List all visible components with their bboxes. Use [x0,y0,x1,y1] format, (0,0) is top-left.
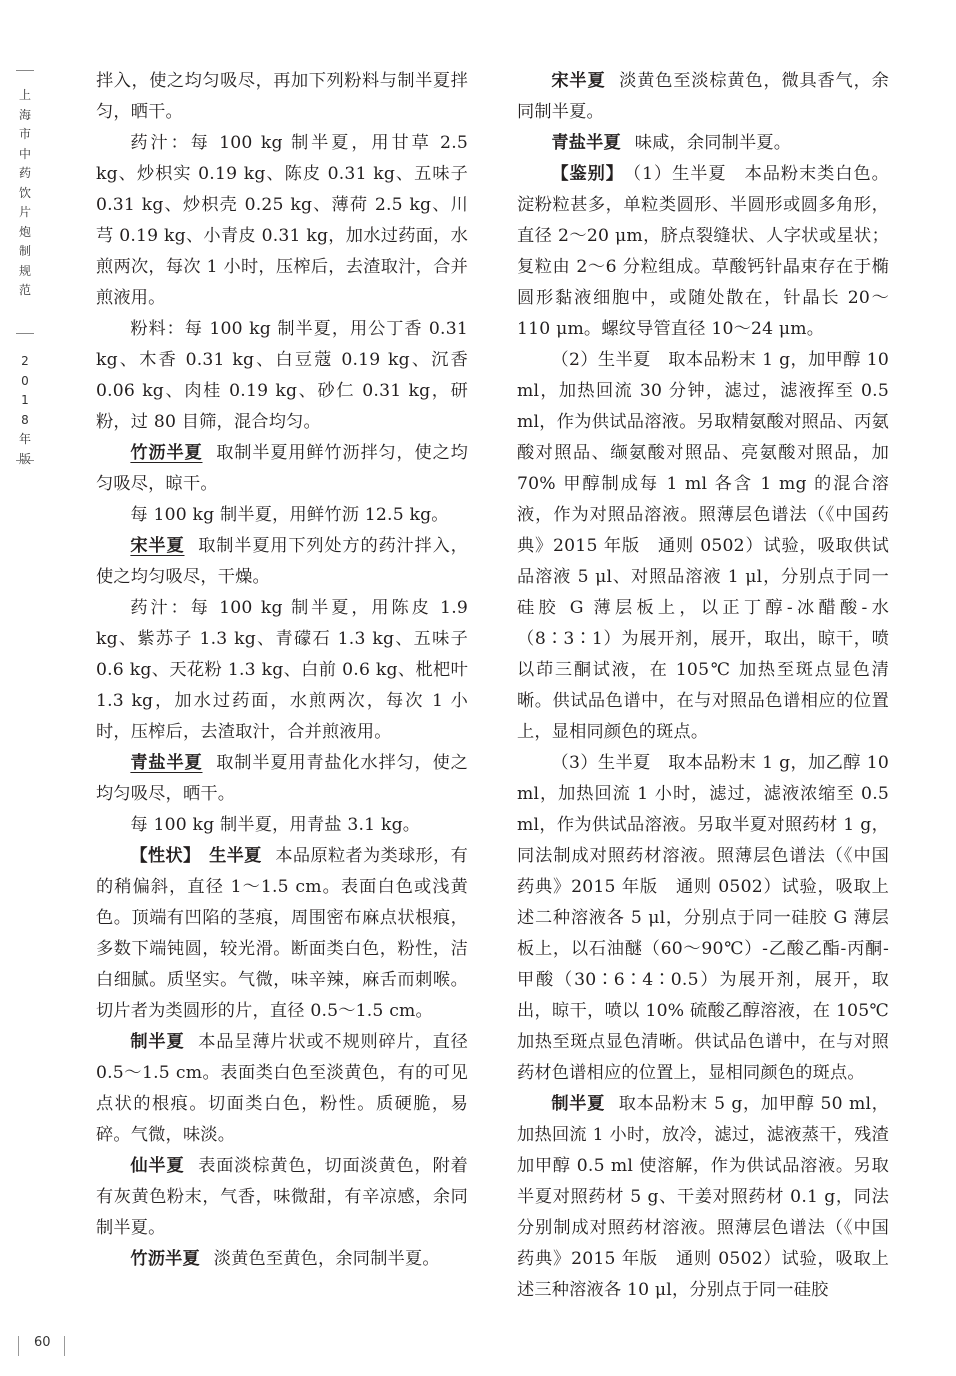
paragraph-text: 取制半夏用下列处方的药汁拌入，使之均匀吸尽，干燥。 [96,536,468,587]
left-column [96,66,468,1275]
sidebar [0,0,50,1376]
paragraph [96,841,468,1027]
paragraph [96,1027,468,1151]
paragraph-text: 表面淡棕黄色，切面淡黄色，附着有灰黄色粉末，气香，味微甜，有辛凉感，余同制半夏。 [96,1156,468,1238]
sidebar-char: 8 [21,412,29,427]
paragraph-text: 粉料：每 100 kg 制半夏，用公丁香 0.31 kg、木香 0.31 kg、白豆蔻 0.19 kg、沉香 0.06 kg、肉桂 0.19 kg、砂仁 0.31 kg，研粉，过 80 目筛，混合均匀。 [96,319,468,432]
term-heading: 生半夏 [209,846,262,866]
paragraph [517,345,889,748]
paragraph [96,593,468,748]
footer-rule-right [64,1336,65,1356]
paragraph-text: （3）生半夏 取本品粉末 1 g，加乙醇 10 ml，加热回流 1 小时，滤过，滤液浓缩至 0.5 ml，作为供试品溶液。另取半夏对照药材 1 g，同法制成对照药材溶液。照薄层色谱法（《中国药典》2015 年版 通则 0502）试验，吸取上述二种溶液各 5 μl，分别点于同一硅胶 G 薄层板上，以石油醚（60～90℃）-乙酸乙酯-丙酮-甲酸（30∶6∶4∶0.5）为展开剂，展开，取出，晾干，喷以 10% 硫酸乙醇溶液，在 105℃ 加热至斑点显色清晰。供试品色谱中，在与对照药材色谱相应的位置上，显相同颜色的斑点。 [517,753,889,1083]
term-heading: 青盐半夏 [551,133,621,153]
sidebar-char: 版 [18,451,31,466]
paragraph [96,128,468,314]
paragraph-text: 味咸，余同制半夏。 [634,133,792,153]
paragraph-text: 取制半夏用鲜竹沥拌匀，使之均匀吸尽，晾干。 [96,443,468,494]
term-heading: 宋半夏 [130,536,185,556]
sidebar-rule-middle [16,333,34,334]
sidebar-char: 规 [18,263,31,278]
paragraph [96,810,468,841]
paragraph [96,1244,468,1275]
term-heading: 宋半夏 [551,71,606,91]
paragraph [517,159,889,345]
sidebar-char: 片 [18,205,31,219]
paragraph [517,66,889,128]
sidebar-char: 制 [18,244,31,258]
sidebar-char: 年 [18,432,31,446]
sidebar-char: 上 [18,88,31,102]
term-heading: 青盐半夏 [130,753,203,773]
term-heading: 仙半夏 [130,1156,185,1176]
paragraph [517,748,889,1089]
paragraph-text: （1）生半夏 本品粉末类白色。淀粉粒甚多，单粒类圆形、半圆形或圆多角形，直径 2～20 μm，脐点裂缝状、人字状或星状；复粒由 2～6 分粒组成。草酸钙针晶束存在于椭圆形黏液细胞中，或随处散在，针晶长 20～110 μm。螺纹导管直径 10～24 μm。 [517,164,889,339]
term-heading: 制半夏 [130,1032,185,1052]
sidebar-rule-bottom [16,460,34,461]
sidebar-rule-top [16,70,34,71]
paragraph [96,438,468,500]
paragraph-text: 药汁：每 100 kg 制半夏，用甘草 2.5 kg、炒枳实 0.19 kg、陈皮 0.31 kg、五味子 0.31 kg、炒枳壳 0.25 kg、薄荷 2.5 kg、川芎 0.19 kg、小青皮 0.31 kg，加水过药面，水煎两次，每次 1 小时，压榨后，去渣取汁，合并煎液用。 [96,133,468,308]
paragraph-text: 药汁：每 100 kg 制半夏，用陈皮 1.9 kg、紫苏子 1.3 kg、青礞石 1.3 kg、五味子 0.6 kg、天花粉 1.3 kg、白前 0.6 kg、枇杷叶 1.3 kg，加水过药面，水煎两次，每次 1 小时，压榨后，去渣取汁，合并煎液用。 [96,598,468,742]
sidebar-char: 海 [18,107,31,122]
sidebar-char: 炮 [18,224,31,239]
paragraph-text: 本品呈薄片状或不规则碎片，直径 0.5～1.5 cm。表面类白色至淡黄色，有的可见点状的根痕。切面类白色，粉性。质硬脆，易碎。气微，味淡。 [96,1032,468,1145]
paragraph [96,500,468,531]
book-title-vertical [14,86,36,301]
paragraph [96,748,468,810]
paragraph [517,1089,889,1306]
paragraph [96,314,468,438]
term-heading: 制半夏 [551,1094,605,1114]
paragraph-text: 每 100 kg 制半夏，用青盐 3.1 kg。 [130,815,421,835]
sidebar-char: 中 [18,146,31,161]
section-heading: 【鉴别】 [551,164,624,184]
paragraph-text: 淡黄色至淡棕黄色，微具香气，余同制半夏。 [517,71,889,122]
sidebar-char: 2 [21,354,29,368]
paragraph-text: （2）生半夏 取本品粉末 1 g，加甲醇 10 ml，加热回流 30 分钟，滤过，滤液挥至 0.5 ml，作为供试品溶液。另取精氨酸对照品、丙氨酸对照品、缬氨酸对照品、亮氨酸对照品，加 70% 甲醇制成每 1 ml 各含 1 mg 的混合溶液，作为对照品溶液。照薄层色谱法（《中国药典》2015 年版 通则 0502）试验，吸取供试品溶液 5 μl、对照品溶液 1 μl，分别点于同一硅胶 G 薄层板上，以正丁醇-冰醋酸-水（8∶3∶1）为展开剂，展开，取出，晾干，喷以茚三酮试液，在 105℃ 加热至斑点显色清晰。供试品色谱中，在与对照品色谱相应的位置上，显相同颜色的斑点。 [517,350,889,742]
paragraph-text: 本品原粒者为类球形，有的稍偏斜，直径 1～1.5 cm。表面白色或浅黄色。顶端有凹陷的茎痕，周围密布麻点状根痕，多数下端钝圆，较光滑。断面类白色，粉性，洁白细腻。质坚实。气微，味辛辣，麻舌而刺喉。切片者为类圆形的片，直径 0.5～1.5 cm。 [96,846,469,1021]
footer-rule-left [18,1336,19,1356]
sidebar-char: 饮 [18,185,31,200]
section-heading: 【性状】 [130,846,201,866]
sidebar-char: 药 [18,166,31,180]
right-column [517,66,889,1306]
page-number: 60 [34,1335,51,1350]
sidebar-char: 范 [18,283,31,297]
term-heading: 竹沥半夏 [130,443,203,463]
paragraph [96,531,468,593]
paragraph-text: 拌入，使之均匀吸尽，再加下列粉料与制半夏拌匀，晒干。 [96,71,468,122]
edition-vertical [14,352,36,469]
paragraph-text: 取本品粉末 5 g，加甲醇 50 ml，加热回流 1 小时，放冷，滤过，滤液蒸干，残渣加甲醇 0.5 ml 使溶解，作为供试品溶液。另取半夏对照药材 5 g、干姜对照药材 0.1 g，同法分别制成对照药材溶液。照薄层色谱法（《中国药典》2015 年版 通则 0502）试验，吸取上述三种溶液各 10 μl，分别点于同一硅胶 [517,1094,889,1300]
paragraph-text: 淡黄色至黄色，余同制半夏。 [213,1249,440,1269]
paragraph [96,66,468,128]
paragraph-text: 取制半夏用青盐化水拌匀，使之均匀吸尽，晒干。 [96,753,468,804]
term-heading: 竹沥半夏 [130,1249,200,1269]
sidebar-char: 1 [21,393,29,407]
sidebar-char: 市 [18,127,31,141]
paragraph-text: 每 100 kg 制半夏，用鲜竹沥 12.5 kg。 [130,505,449,525]
paragraph [517,128,889,159]
sidebar-char: 0 [21,373,29,388]
paragraph [96,1151,468,1244]
